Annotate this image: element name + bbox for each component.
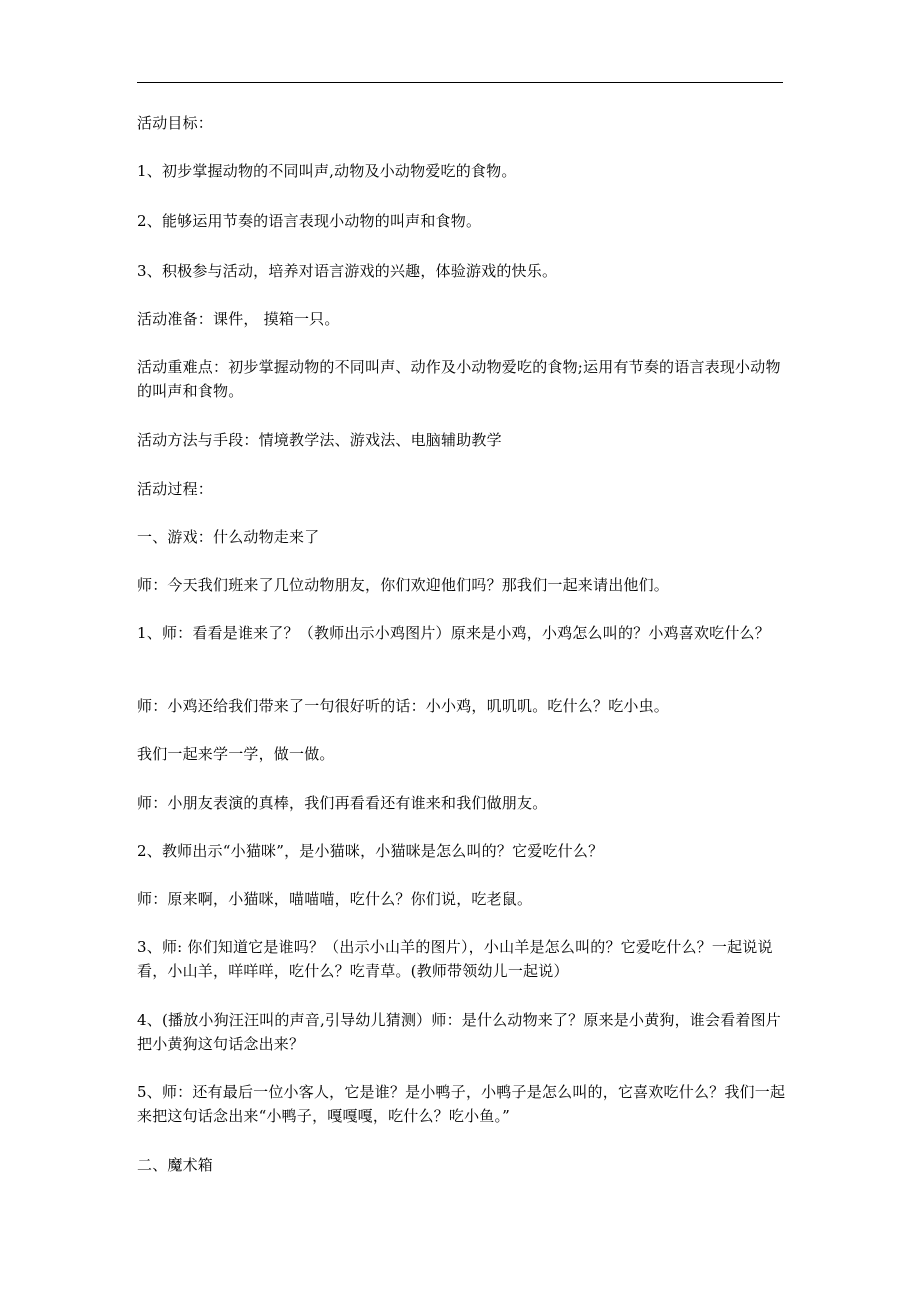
teacher-line-kitten-rhyme: 师：原来啊，小猫咪，喵喵喵，吃什么？你们说，吃老鼠。 [137, 890, 533, 908]
step-1-chick: 1、师：看看是谁来了？（教师出示小鸡图片）原来是小鸡，小鸡怎么叫的？小鸡喜欢吃什么？ [137, 624, 770, 642]
step-4-dog: 4、(播放小狗汪汪叫的声音,引导幼儿猜测）师：是什么动物来了？原来是小黄狗，谁会看着图片把小黄狗这句话念出来？ [137, 1011, 781, 1053]
teacher-line-welcome: 师：今天我们班来了几位动物朋友，你们欢迎他们吗？那我们一起来请出他们。 [137, 576, 670, 594]
teacher-line-chick-rhyme: 师：小鸡还给我们带来了一句很好听的话：小小鸡，叽叽叽。吃什么？吃小虫。 [137, 697, 670, 715]
learn-together-line: 我们一起来学一学，做一做。 [137, 745, 335, 763]
step-2-kitten: 2、教师出示“小猫咪”，是小猫咪，小猫咪是怎么叫的？它爱吃什么？ [137, 842, 604, 860]
section-heading-1: 一、游戏：什么动物走来了 [137, 528, 320, 546]
step-5-duck: 5、师：还有最后一位小客人，它是谁？是小鸭子，小鸭子是怎么叫的，它喜欢吃什么？我们一起来把这句话念出来“小鸭子，嘎嘎嘎，吃什么？吃小鱼。” [137, 1083, 786, 1125]
activity-methods: 活动方法与手段：情境教学法、游戏法、电脑辅助教学 [137, 431, 502, 449]
activity-preparation: 活动准备：课件， 摸箱一只。 [137, 310, 340, 328]
heading-activity-goals: 活动目标： [137, 114, 214, 132]
goal-item-1: 1、初步掌握动物的不同叫声,动物及小动物爱吃的食物。 [137, 162, 517, 180]
goal-item-3: 3、积极参与活动，培养对语言游戏的兴趣，体验游戏的快乐。 [137, 262, 558, 280]
step-3-goat: 3、师: 你们知道它是谁吗？（出示小山羊的图片），小山羊是怎么叫的？它爱吃什么？一起说说看，小山羊，咩咩咩，吃什么？吃青草。(教师带领幼儿一起说） [137, 938, 773, 980]
heading-activity-process: 活动过程： [137, 480, 214, 498]
teacher-line-praise: 师：小朋友表演的真棒，我们再看看还有谁来和我们做朋友。 [137, 794, 548, 812]
header-rule [137, 82, 783, 83]
section-heading-2: 二、魔术箱 [137, 1156, 214, 1174]
activity-key-points: 活动重难点：初步掌握动物的不同叫声、动作及小动物爱吃的食物;运用有节奏的语言表现小动物的叫声和食物。 [137, 358, 781, 400]
goal-item-2: 2、能够运用节奏的语言表现小动物的叫声和食物。 [137, 212, 482, 230]
